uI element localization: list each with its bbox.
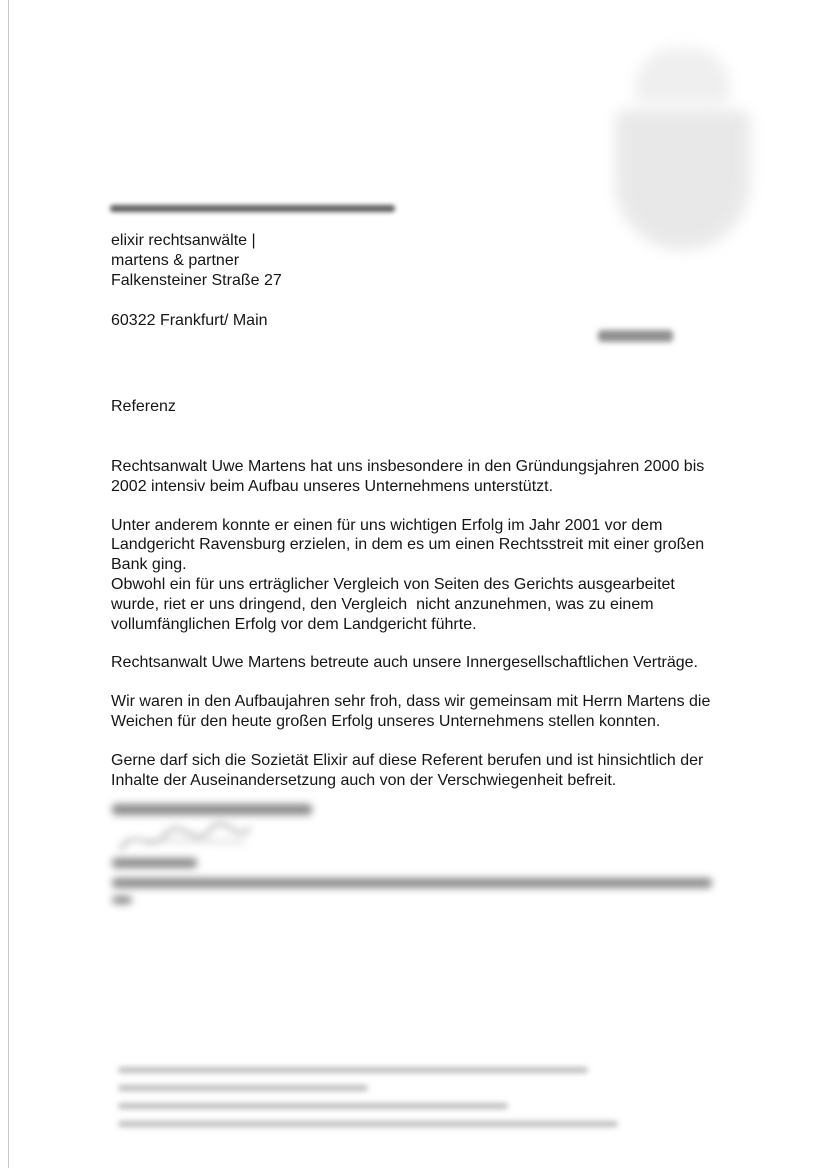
letter-date-redacted — [598, 330, 673, 342]
body-paragraph-2: Unter anderem konnte er einen für uns wichtigen Erfolg im Jahr 2001 vor dem Landgericht Ravensburg erzielen, in dem es um einen Rechtsstreit mit einer großen Bank ging. Obwohl ein für uns erträglicher Vergleich von Seiten des Gerichts ausgearbeitet wurde, riet er uns dringend, den Vergleich nicht anzunehmen, was zu einem vollumfänglichen Erfolg vor dem Landgericht führte. — [111, 516, 705, 633]
page-edge — [8, 0, 9, 1168]
recipient-line-2: martens & partner — [111, 252, 240, 269]
sender-line-redacted — [110, 205, 395, 212]
body-paragraph-4: Wir waren in den Aufbaujahren sehr froh, dass wir gemeinsam mit Herrn Martens die Weichen für den heute großen Erfolg unseres Unternehmens stellen konnten. — [111, 693, 711, 730]
body-paragraph-3: Rechtsanwalt Uwe Martens betreute auch unsere Innergesellschaftlichen Verträge. — [111, 654, 698, 672]
letter-subject: Referenz — [111, 398, 176, 415]
body-paragraph-1: Rechtsanwalt Uwe Martens hat uns insbesondere in den Gründungsjahren 2000 bis 2002 intensiv beim Aufbau unseres Unternehmens unterstützt. — [111, 458, 705, 495]
letter-body — [111, 457, 741, 809]
recipient-city: 60322 Frankfurt/ Main — [111, 312, 268, 329]
body-paragraph-5: Gerne darf sich die Sozietät Elixir auf diese Referent berufen und ist hinsichtlich der Inhalte der Auseinandersetzung auch von der Verschwiegenheit befreit. — [111, 751, 704, 789]
letterhead-footer-redacted — [118, 1065, 638, 1135]
letterhead-crest-logo — [590, 40, 775, 260]
recipient-street: Falkensteiner Straße 27 — [111, 272, 282, 289]
recipient-address — [111, 231, 282, 331]
recipient-line-1: elixir rechtsanwälte | — [111, 232, 256, 249]
handwritten-signature — [115, 820, 255, 860]
